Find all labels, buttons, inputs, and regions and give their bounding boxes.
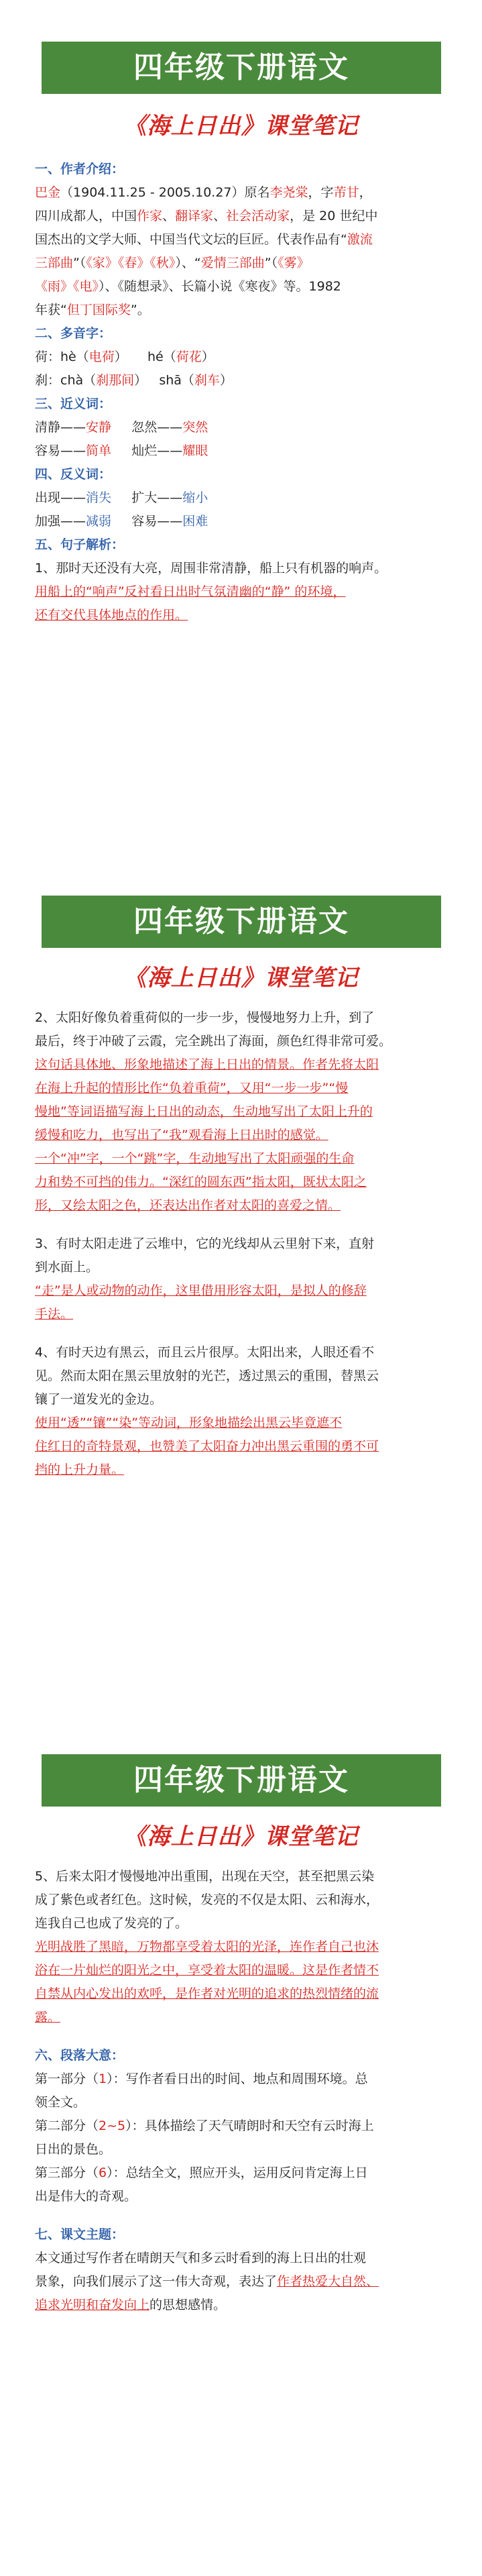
notes-page-2 [0, 859, 482, 1717]
theme-line: 追求光明和奋发向上的思想感情。 [35, 2298, 227, 2312]
paragraph-analysis: 挡的上升力量。 [35, 1462, 125, 1477]
sentence-text: 1、那时天还没有大亮，周围非常清静，船上只有机器的响声。 [35, 561, 387, 576]
paragraph-analysis: 浴在一片灿烂的阳光之中，享受着太阳的温暖。这是作者情不 [35, 1963, 379, 1978]
paragraph-text: 到水面上。 [35, 1260, 99, 1275]
synonym-row: 清静——安静 忽然——突然 [35, 420, 208, 435]
subtitle: 《海上日出》课堂笔记 [123, 1823, 359, 1850]
paragraph-analysis: 露。 [35, 2010, 61, 2025]
paragraph-analysis: 使用“透”“镶”“染”等动词，形象地描绘出黑云毕竟遮不 [35, 1415, 343, 1430]
synonym-row: 容易——简单 灿烂——耀眼 [35, 443, 208, 458]
paragraph-text: 见。然而太阳在黑云里放射的光芒，透过黑云的重围，替黑云 [35, 1368, 379, 1383]
paragraph-analysis: 在海上升起的情形比作“负着重荷”，又用“一步一步”“慢 [35, 1081, 349, 1095]
paragraph-analysis: 这句话具体地、形象地描述了海上日出的情景。作者先将太阳 [35, 1057, 379, 1072]
polyphone-row: 荷：hè（电荷） hé（荷花） [35, 350, 215, 364]
structure-line: 第三部分（6）：总结全文，照应开头，运用反问肯定海上日 [35, 2165, 368, 2180]
structure-line: 日出的景色。 [35, 2142, 112, 2157]
paragraph-text: 镶了一道发光的金边。 [35, 1392, 163, 1407]
paragraph-text: 最后，终于冲破了云霞，完全跳出了海面，颜色红得非常可爱。 [35, 1034, 392, 1049]
section-heading-polyphone: 二、多音字： [35, 326, 112, 341]
banner-title: 四年级下册语文 [42, 42, 441, 94]
paragraph-text: 5、后来太阳才慢慢地冲出重围，出现在天空，甚至把黑云染 [35, 1869, 375, 1884]
paragraph-analysis: 慢地”等词语描写海上日出的动态，生动地写出了太阳上升的 [35, 1104, 373, 1119]
structure-line: 领全文。 [35, 2095, 86, 2110]
subtitle: 《海上日出》课堂笔记 [123, 113, 359, 140]
section-heading-synonyms: 三、近义词： [35, 396, 112, 411]
polyphone-row: 刹：chà（刹那间） shā（刹车） [35, 373, 233, 388]
section-heading-theme: 七、课文主题： [35, 2227, 125, 2242]
antonym-row: 加强——减弱 容易——困难 [35, 514, 208, 529]
author-line: 《雨》《电》）、《随想录》、长篇小说《寒夜》等。1982 [35, 279, 341, 294]
author-line: 巴金（1904.11.25 - 2005.10.27）原名李尧棠，字芾甘， [35, 185, 372, 200]
sentence-analysis: 用船上的“响声”反衬看日出时气氛清幽的“静” 的环境， [35, 584, 346, 599]
structure-line: 出是伟大的奇观。 [35, 2189, 137, 2204]
notes-page-3 [0, 1717, 482, 2576]
author-line: 国杰出的文学大师、中国当代文坛的巨匠。代表作品有“激流 [35, 232, 373, 247]
antonym-row: 出现——消失 扩大——缩小 [35, 490, 208, 505]
section-heading-structure: 六、段落大意： [35, 2048, 125, 2063]
section-heading-sentences: 五、句子解析： [35, 537, 125, 552]
section-heading-antonyms: 四、反义词： [35, 467, 112, 482]
banner-title: 四年级下册语文 [42, 896, 441, 948]
theme-line: 景象，向我们展示了这一伟大奇观，表达了作者热爱大自然、 [35, 2274, 379, 2289]
paragraph-analysis: 住红日的奇特景观，也赞美了太阳奋力冲出黑云重围的勇不可 [35, 1439, 379, 1454]
paragraph-analysis: 自禁从内心发出的欢呼，是作者对光明的追求的热烈情绪的流 [35, 1986, 379, 2001]
author-line: 三部曲”（《家》《春》《秋》）、“爱情三部曲”（《雾》 [35, 256, 310, 270]
sentence-analysis: 还有交代具体地点的作用。 [35, 608, 188, 623]
paragraph-text: 3、有时太阳走进了云堆中，它的光线却从云里射下来，直射 [35, 1236, 375, 1251]
paragraph-text: 4、有时天边有黑云，而且云片很厚。太阳出来，人眼还看不 [35, 1345, 375, 1360]
section-heading-author: 一、作者介绍： [35, 162, 125, 176]
banner-title: 四年级下册语文 [42, 1754, 441, 1807]
paragraph-analysis: 光明战胜了黑暗，万物都享受着太阳的光泽，连作者自己也沐 [35, 1939, 379, 1954]
author-line: 四川成都人，中国作家、翻译家、社会活动家，是 20 世纪中 [35, 209, 378, 223]
notes-body [35, 1006, 450, 1482]
paragraph-text: 成了紫色或者红色。这时候，发亮的不仅是太阳、云和海水， [35, 1892, 379, 1907]
paragraph-text: 连我自己也成了发亮的了。 [35, 1916, 188, 1931]
notes-body [35, 1865, 450, 2317]
paragraph-analysis: 力和势不可挡的伟力。“深红的圆东西”指太阳，既状太阳之 [35, 1175, 367, 1189]
theme-line: 本文通过写作者在晴朗天气和多云时看到的海上日出的壮观 [35, 2251, 367, 2265]
paragraph-analysis: 手法。 [35, 1307, 74, 1322]
paragraph-analysis: “走”是人或动物的动作，这里借用形容太阳，是拟人的修辞 [35, 1283, 367, 1298]
author-line: 年获“但丁国际奖”。 [35, 303, 150, 317]
subtitle: 《海上日出》课堂笔记 [123, 965, 359, 991]
notes-page-1 [0, 0, 482, 859]
structure-line: 第一部分（1）：写作者看日出的时间、地点和周围环境。总 [35, 2072, 368, 2086]
paragraph-analysis: 缓慢和吃力，也写出了“我”观看海上日出时的感觉。 [35, 1128, 328, 1142]
paragraph-analysis: 一个“冲”字，一个“跳”字，生动地写出了太阳顽强的生命 [35, 1151, 355, 1166]
structure-line: 第二部分（2~5）：具体描绘了天气晴朗时和天空有云时海上 [35, 2118, 374, 2133]
notes-body [35, 158, 450, 627]
paragraph-analysis: 形，又绘太阳之色，还表达出作者对太阳的喜爱之情。 [35, 1198, 341, 1213]
paragraph-text: 2、太阳好像负着重荷似的一步一步，慢慢地努力上升，到了 [35, 1010, 375, 1025]
